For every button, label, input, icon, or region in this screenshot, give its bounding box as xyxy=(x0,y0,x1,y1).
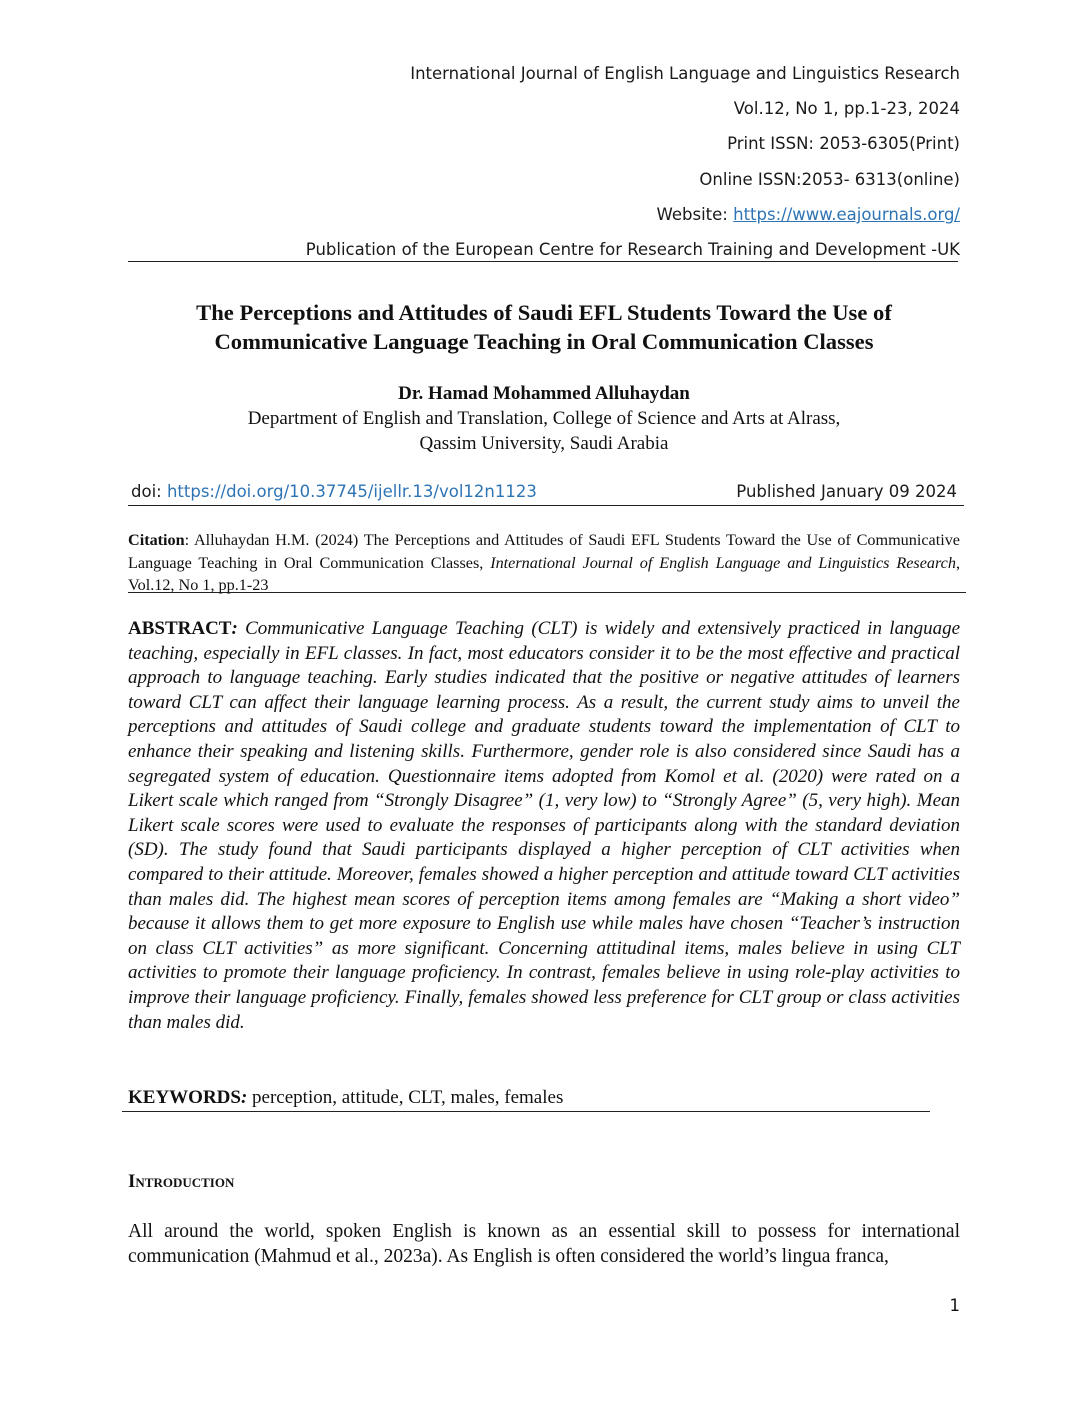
introduction-text: All around the world, spoken English is known as an essential skill to possess for international communication (Mahmud et al., 2023a). As English is often considered the world’s lingua franca, xyxy=(128,1221,960,1267)
citation-rule xyxy=(128,592,966,593)
online-issn: Online ISSN:2053- 6313(online) xyxy=(699,170,960,189)
keywords xyxy=(128,1086,563,1110)
abstract-label: ABSTRACT xyxy=(128,618,232,639)
abstract-colon: : xyxy=(231,618,238,639)
abstract-text: Communicative Language Teaching (CLT) is widely and extensively practiced in language teaching, especially in EFL classes. In fact, most educators consider it to be the most effective and practical approach to language teaching. Early studies indicated that the positive or negative attitudes of learners toward CLT can affect their language learning process. As a result, the current study aims to unveil the perceptions and attitudes of Saudi college and graduate students toward the implementation of CLT to enhance their speaking and listening skills. Furthermore, gender role is also considered since Saudi has a segregated system of education. Questionnaire items adopted from Komol et al. (2020) were rated on a Likert scale which ranged from “Strongly Disagree” (1, very low) to “Strongly Agree” (5, very high). Mean Likert scale scores were used to evaluate the responses of participants along with the standard deviation (SD). The study found that Saudi participants displayed a higher perception of CLT activities when compared to their attitude. Moreover, females showed a higher perception and attitude toward CLT activities than males did. The highest mean scores of perception items among females are “Making a short video” because it allows them to get more exposure to English use while males have chosen “Teacher’s instruction on class CLT activities” as more significant. Concerning attitudinal items, males believe in using CLT activities to promote their language proficiency. In contrast, females believe in using role-play activities to improve their language proficiency. Finally, females showed less preference for CLT group or class activities than males did. xyxy=(128,618,960,1033)
affiliation-line-1: Department of English and Translation, College of Science and Arts at Alrass, xyxy=(247,408,841,429)
page-number: 1 xyxy=(949,1296,960,1315)
author-name: Dr. Hamad Mohammed Alluhaydan xyxy=(398,383,690,404)
publisher-line: Publication of the European Centre for Research Training and Development -UK xyxy=(305,240,960,259)
citation xyxy=(128,529,960,597)
citation-text-b: , Vol.12, No 1, pp.1-23 xyxy=(128,553,960,594)
journal-name: International Journal of English Language and Linguistics Research xyxy=(410,64,960,83)
author-block xyxy=(128,381,960,456)
doi-label: doi: xyxy=(131,482,167,501)
volume-info: Vol.12, No 1, pp.1-23, 2024 xyxy=(733,99,960,118)
affiliation-line-2: Qassim University, Saudi Arabia xyxy=(419,433,669,454)
doi-rule xyxy=(128,505,964,506)
introduction-heading: Introduction xyxy=(128,1171,235,1192)
doi-link[interactable]: https://doi.org/10.37745/ijellr.13/vol12n1123 xyxy=(166,482,537,501)
paper-title: The Perceptions and Attitudes of Saudi EFL Students Toward the Use of Communicative Language Teaching in Oral Communication Classes xyxy=(196,300,892,354)
doi-row xyxy=(131,481,957,503)
citation-journal: International Journal of English Language and Linguistics Research xyxy=(490,553,956,572)
website-label: Website: xyxy=(656,205,734,224)
keywords-rule xyxy=(122,1111,930,1112)
website-line xyxy=(657,205,960,225)
keywords-text: perception, attitude, CLT, males, females xyxy=(247,1087,564,1108)
header-rule xyxy=(128,261,958,262)
website-link[interactable]: https://www.eajournals.org/ xyxy=(733,205,960,224)
keywords-colon: : xyxy=(240,1087,248,1108)
published-date: Published January 09 2024 xyxy=(736,482,957,501)
print-issn: Print ISSN: 2053-6305(Print) xyxy=(727,134,960,153)
abstract xyxy=(128,617,960,1035)
citation-label: Citation xyxy=(128,531,185,549)
citation-text-a: : Alluhaydan H.M. (2024) The Perceptions and Attitudes of Saudi EFL Students Toward the Use of Communicative Language Teaching in Oral Communication Classes, xyxy=(128,531,960,572)
keywords-label: KEYWORDS xyxy=(128,1087,241,1108)
